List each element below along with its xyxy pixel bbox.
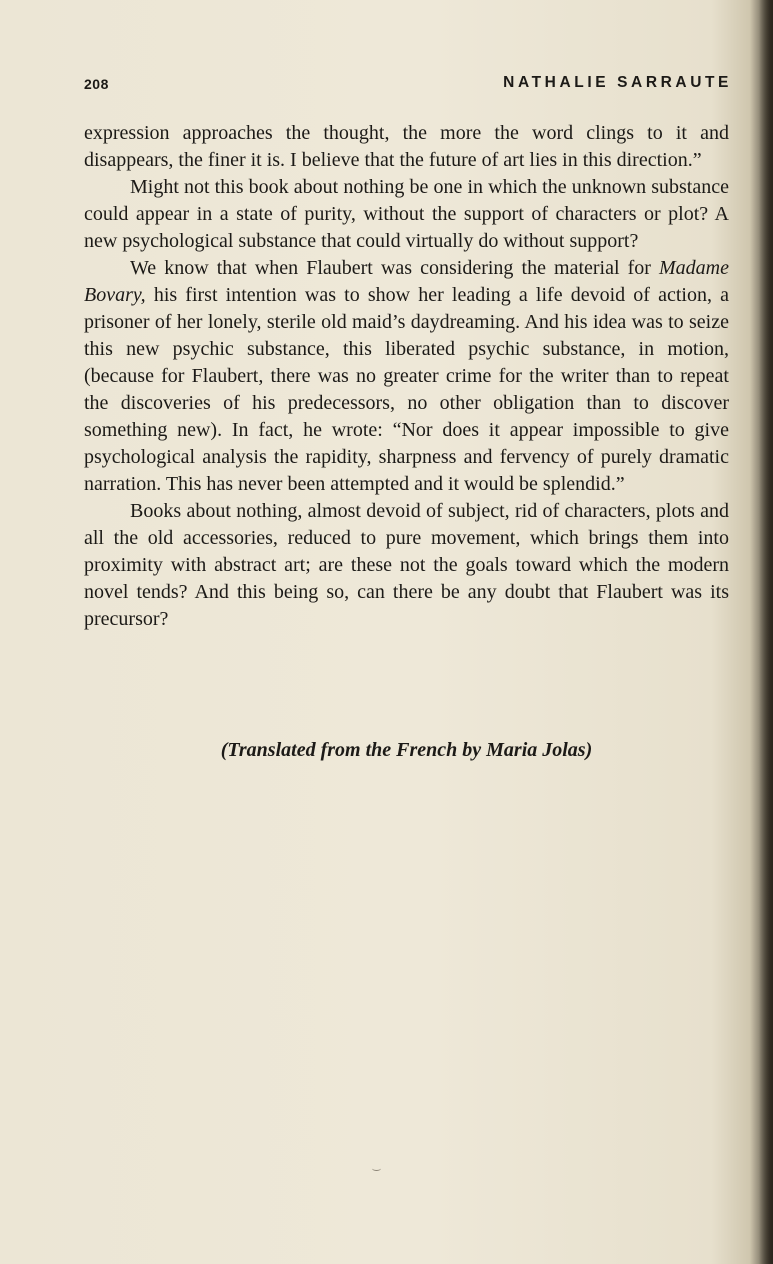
paragraph-3-rest: his first intention was to show her leading a life devoid of action, a prisoner of her lonely, sterile old maid’s daydreaming. And his idea was to seize this new psychic substance, this liberated psychic substance, in motion, (because for Flaubert, there was no greater crime for the writer than to repeat the discoveries of his predecessors, no other obligation than to discover something new). In fact, he wrote: “Nor does it appear impossible to give psychological analysis the rapidity, sharpness and fervency of purely dramatic narration. This has never been attempted and it would be splendid.” [84, 284, 730, 495]
book-title-madame-bovary: Madame Bovary, [84, 257, 729, 306]
page-header [84, 74, 732, 98]
paragraph-2: Might not this book about nothing be one in which the unknown substance could appear in a state of purity, without the support of characters or plot? A new psychological substance that could virtually do without support? [84, 176, 729, 252]
translation-credit: (Translated from the French by Maria Jolas) [220, 739, 593, 761]
running-head: NATHALIE SARRAUTE [503, 74, 732, 91]
paragraph-4: Books about nothing, almost devoid of subject, rid of characters, plots and all the old accessories, reduced to pure movement, which brings them into proximity with abstract art; are these not the goals toward which the modern novel tends? And this being so, can there be any doubt that Flaubert was its precursor? [84, 500, 729, 630]
page-number: 208 [84, 76, 109, 92]
page-spine-shadow [759, 0, 773, 1264]
paragraph-3-start: We know that when Flaubert was considering the material for [130, 257, 651, 279]
body-text [84, 120, 729, 633]
paragraph-1: expression approaches the thought, the more the word clings to it and disappears, the finer it is. I believe that the future of art lies in this direction.” [84, 122, 729, 171]
paragraph-3 [84, 255, 729, 498]
ink-speck [372, 1166, 381, 1171]
